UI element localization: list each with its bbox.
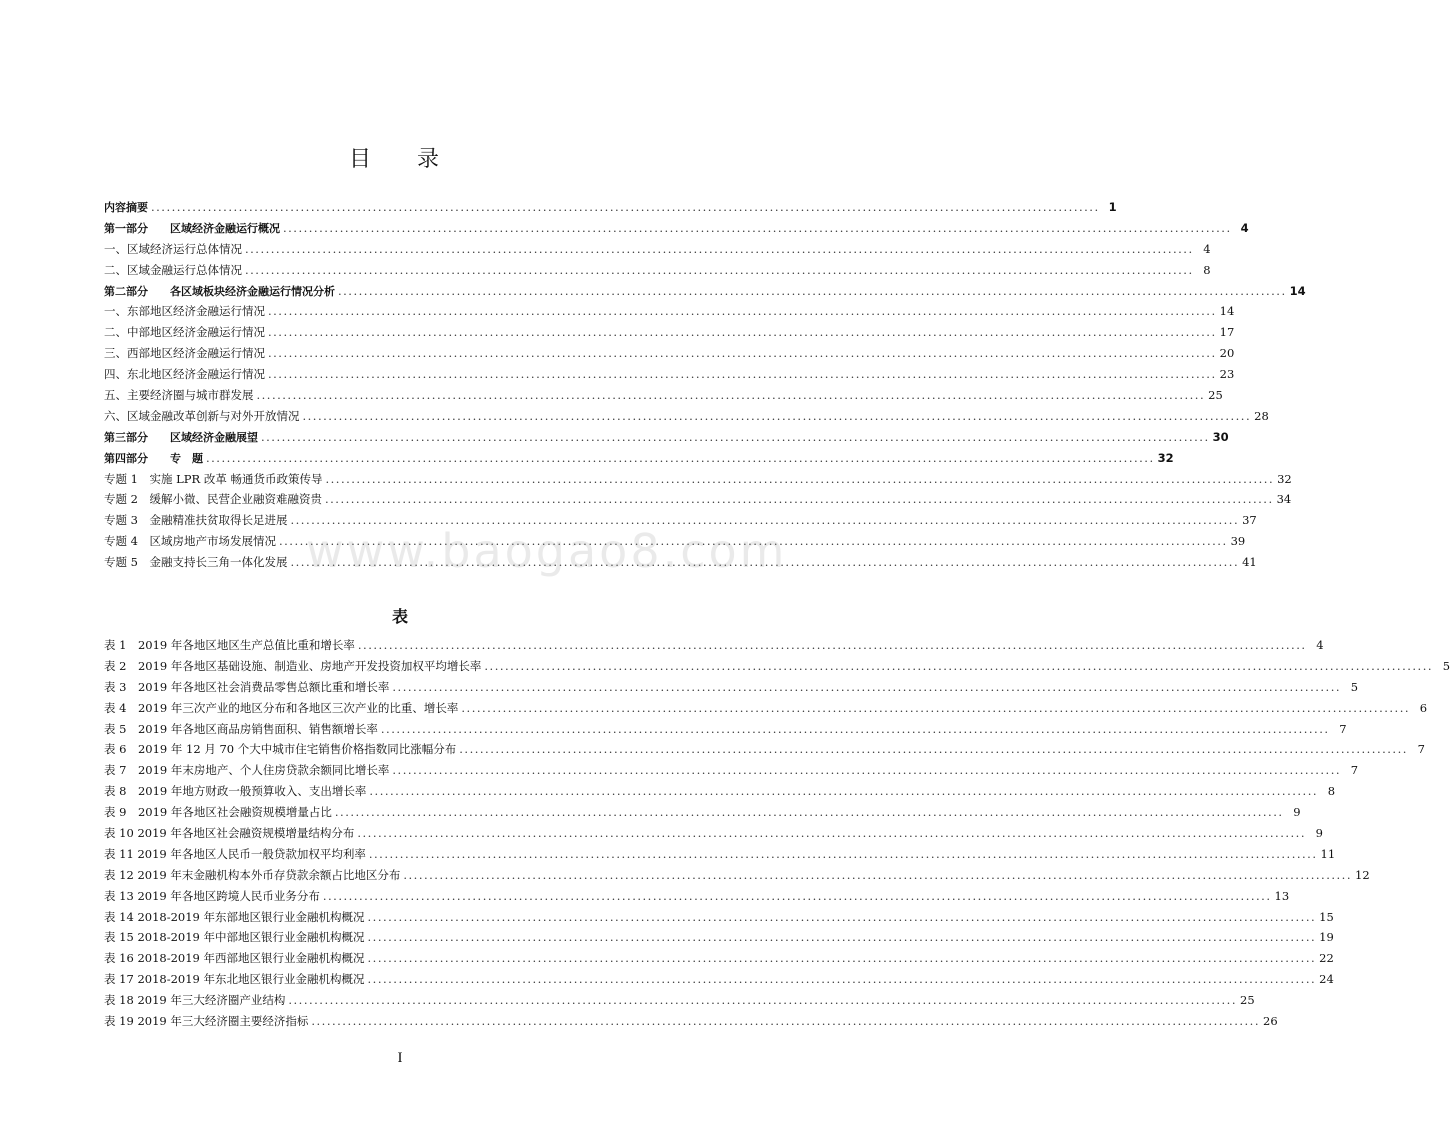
- toc-entry-page: 30: [1212, 429, 1229, 444]
- table-entry-label: 表 7 2019 年末房地产、个人住房贷款余额同比增长率: [104, 763, 390, 778]
- table-entry-label: 表 3 2019 年各地区社会消费品零售总额比重和增长率: [104, 679, 390, 694]
- table-entry[interactable]: [104, 888, 1290, 909]
- toc-entry-label: 二、区域金融运行总体情况: [104, 262, 242, 277]
- toc-entry-label: 五、主要经济圈与城市群发展: [104, 388, 254, 403]
- list-of-tables: [104, 637, 1450, 1034]
- table-entry-page: 25: [1240, 993, 1255, 1008]
- toc-entry-label: 四、东北地区经济金融运行情况: [104, 367, 265, 382]
- dot-leader: [335, 284, 1290, 298]
- toc-entry[interactable]: [104, 491, 1292, 512]
- dot-leader: [265, 367, 1220, 381]
- toc-entry-page: 41: [1242, 555, 1257, 570]
- table-entry-page: 6: [1419, 700, 1428, 715]
- dot-leader: [322, 492, 1277, 506]
- toc-entry[interactable]: [104, 387, 1223, 408]
- dot-leader: [258, 430, 1213, 444]
- table-entry-label: 表 9 2019 年各地区社会融资规模增量占比: [104, 805, 332, 820]
- dot-leader: [456, 742, 1411, 756]
- dot-leader: [389, 680, 1344, 694]
- dot-leader: [332, 805, 1287, 819]
- toc-entry-page: 8: [1203, 262, 1211, 277]
- table-entry-label: 表 2 2019 年各地区基础设施、制造业、房地产开发投资加权平均增长率: [104, 658, 482, 673]
- table-entry[interactable]: [104, 846, 1336, 867]
- toc-entry[interactable]: [104, 429, 1229, 450]
- table-entry[interactable]: [104, 1013, 1278, 1034]
- table-entry[interactable]: [104, 637, 1324, 658]
- table-entry[interactable]: [104, 992, 1255, 1013]
- dot-leader: [322, 472, 1277, 486]
- table-entry-label: 表 12 2019 年末金融机构本外币存贷款余额占比地区分布: [104, 867, 401, 882]
- table-entry-page: 15: [1319, 909, 1334, 924]
- dot-leader: [354, 826, 1309, 840]
- table-of-contents: [104, 199, 1306, 575]
- toc-entry-page: 39: [1230, 534, 1246, 549]
- toc-entry-page: 20: [1219, 346, 1235, 361]
- dot-leader: [203, 451, 1158, 465]
- dot-leader: [320, 889, 1275, 903]
- dot-leader: [242, 263, 1197, 277]
- dot-leader: [389, 763, 1344, 777]
- dot-leader: [265, 325, 1220, 339]
- dot-leader: [285, 993, 1240, 1007]
- table-entry[interactable]: [104, 741, 1425, 762]
- table-entry-label: 表 14 2018-2019 年东部地区银行业金融机构概况: [104, 909, 365, 924]
- toc-entry[interactable]: [104, 324, 1235, 345]
- table-entry-page: 24: [1319, 972, 1334, 987]
- table-entry[interactable]: [104, 762, 1359, 783]
- table-entry-page: 12: [1355, 867, 1370, 882]
- toc-entry-label: 专题 3 金融精准扶贫取得长足进展: [104, 513, 288, 528]
- toc-entry[interactable]: [104, 366, 1235, 387]
- table-entry-page: 8: [1327, 784, 1336, 799]
- table-entry[interactable]: [104, 971, 1334, 992]
- toc-entry-label: 专题 4 区域房地产市场发展情况: [104, 534, 276, 549]
- dot-leader: [265, 304, 1220, 318]
- toc-entry[interactable]: [104, 408, 1269, 429]
- page-title: 目 录: [348, 147, 451, 172]
- dot-leader: [254, 388, 1209, 402]
- table-entry-page: 7: [1350, 763, 1359, 778]
- toc-entry-label: 一、区域经济运行总体情况: [104, 241, 242, 256]
- dot-leader: [366, 847, 1321, 861]
- dot-leader: [400, 868, 1355, 882]
- table-entry-label: 表 19 2019 年三大经济圈主要经济指标: [104, 1014, 309, 1029]
- table-entry-page: 22: [1319, 951, 1334, 966]
- table-entry-label: 表 11 2019 年各地区人民币一般贷款加权平均利率: [104, 846, 366, 861]
- toc-entry[interactable]: [104, 283, 1306, 304]
- toc-entry-label: 二、中部地区经济金融运行情况: [104, 325, 265, 340]
- toc-entry[interactable]: [104, 220, 1249, 241]
- toc-entry-page: 14: [1219, 304, 1235, 319]
- table-entry-page: 5: [1442, 658, 1450, 673]
- table-entry-label: 表 6 2019 年 12 月 70 个大中城市住宅销售价格指数同比涨幅分布: [104, 742, 457, 757]
- dot-leader: [365, 951, 1320, 965]
- dot-leader: [365, 972, 1320, 986]
- toc-entry-label: 专题 1 实施 LPR 改革 畅通货币政策传导: [104, 471, 323, 486]
- dot-leader: [300, 409, 1255, 423]
- dot-leader: [242, 242, 1197, 256]
- table-entry-label: 表 18 2019 年三大经济圈产业结构: [104, 993, 286, 1008]
- toc-entry[interactable]: [104, 303, 1235, 324]
- table-entry-label: 表 13 2019 年各地区跨境人民币业务分布: [104, 888, 320, 903]
- page-number: I: [397, 1050, 403, 1066]
- toc-entry-page: 4: [1203, 241, 1211, 256]
- toc-entry-page: 23: [1219, 367, 1235, 382]
- toc-entry-page: 32: [1157, 450, 1174, 465]
- table-entry[interactable]: [104, 909, 1334, 930]
- toc-entry-label: 三、西部地区经济金融运行情况: [104, 346, 265, 361]
- dot-leader: [308, 1014, 1263, 1028]
- toc-entry-page: 25: [1208, 388, 1223, 403]
- table-entry-page: 7: [1417, 742, 1425, 757]
- table-entry[interactable]: [104, 929, 1334, 950]
- table-entry[interactable]: [104, 804, 1301, 825]
- table-entry-page: 5: [1350, 679, 1359, 694]
- toc-entry[interactable]: [104, 241, 1211, 262]
- table-entry[interactable]: [104, 783, 1336, 804]
- toc-entry-page: 28: [1254, 408, 1269, 423]
- toc-entry-page: 1: [1108, 200, 1117, 214]
- dot-leader: [365, 910, 1320, 924]
- toc-entry-label: 第二部分 各区域板块经济金融运行情况分析: [104, 284, 335, 298]
- toc-entry-page: 17: [1219, 325, 1235, 340]
- toc-entry[interactable]: [104, 199, 1117, 220]
- table-entry-label: 表 8 2019 年地方财政一般预算收入、支出增长率: [104, 784, 367, 799]
- table-entry-label: 表 4 2019 年三次产业的地区分布和各地区三次产业的比重、增长率: [104, 700, 459, 715]
- table-entry-label: 表 16 2018-2019 年西部地区银行业金融机构概况: [104, 951, 365, 966]
- table-entry[interactable]: [104, 658, 1450, 679]
- toc-entry-label: 第三部分 区域经济金融展望: [104, 430, 258, 444]
- table-entry-label: 表 1 2019 年各地区地区生产总值比重和增长率: [104, 638, 355, 652]
- table-entry-page: 19: [1319, 930, 1334, 945]
- toc-entry-page: 34: [1276, 492, 1292, 507]
- toc-entry-label: 专题 5 金融支持长三角一体化发展: [104, 555, 288, 570]
- toc-entry-page: 37: [1242, 513, 1257, 528]
- table-entry[interactable]: [104, 700, 1428, 721]
- table-entry[interactable]: [104, 679, 1359, 700]
- table-entry[interactable]: [104, 950, 1334, 971]
- toc-entry-page: 4: [1240, 220, 1249, 235]
- toc-entry-label: 第一部分 区域经济金融运行概况: [104, 221, 280, 235]
- tables-heading: 表: [391, 607, 408, 626]
- dot-leader: [365, 930, 1320, 944]
- table-entry-label: 表 5 2019 年各地区商品房销售面积、销售额增长率: [104, 721, 378, 736]
- table-entry[interactable]: [104, 867, 1370, 888]
- table-entry[interactable]: [104, 825, 1323, 846]
- toc-entry-label: 专题 2 缓解小微、民营企业融资难融资贵: [104, 492, 322, 507]
- table-entry-page: 9: [1315, 826, 1323, 841]
- dot-leader: [280, 221, 1235, 235]
- toc-entry-page: 32: [1277, 471, 1292, 486]
- table-entry-label: 表 10 2019 年各地区社会融资规模增量结构分布: [104, 826, 355, 841]
- toc-entry[interactable]: [104, 262, 1211, 283]
- table-entry-page: 11: [1320, 846, 1336, 861]
- table-entry-label: 表 17 2018-2019 年东北地区银行业金融机构概况: [104, 972, 365, 987]
- dot-leader: [355, 638, 1310, 652]
- toc-entry[interactable]: [104, 471, 1292, 492]
- table-entry-page: 4: [1316, 638, 1324, 652]
- table-entry-page: 7: [1339, 721, 1347, 736]
- dot-leader: [458, 701, 1413, 715]
- watermark: www.baogao8.com: [306, 524, 788, 578]
- dot-leader: [366, 784, 1321, 798]
- dot-leader: [148, 200, 1103, 214]
- table-entry[interactable]: [104, 721, 1347, 742]
- toc-entry-page: 14: [1289, 283, 1306, 298]
- table-entry-page: 13: [1274, 888, 1290, 903]
- table-entry-page: 9: [1293, 805, 1301, 820]
- table-entry-page: 26: [1263, 1014, 1278, 1029]
- dot-leader: [481, 659, 1436, 673]
- toc-entry-label: 内容摘要: [104, 201, 148, 214]
- toc-entry[interactable]: [104, 345, 1235, 366]
- dot-leader: [265, 346, 1220, 360]
- toc-entry-label: 六、区域金融改革创新与对外开放情况: [104, 408, 300, 423]
- table-entry-label: 表 15 2018-2019 年中部地区银行业金融机构概况: [104, 930, 365, 945]
- toc-entry[interactable]: [104, 450, 1174, 471]
- dot-leader: [378, 722, 1333, 736]
- toc-entry-label: 一、东部地区经济金融运行情况: [104, 304, 265, 319]
- toc-entry-label: 第四部分 专 题: [104, 451, 203, 465]
